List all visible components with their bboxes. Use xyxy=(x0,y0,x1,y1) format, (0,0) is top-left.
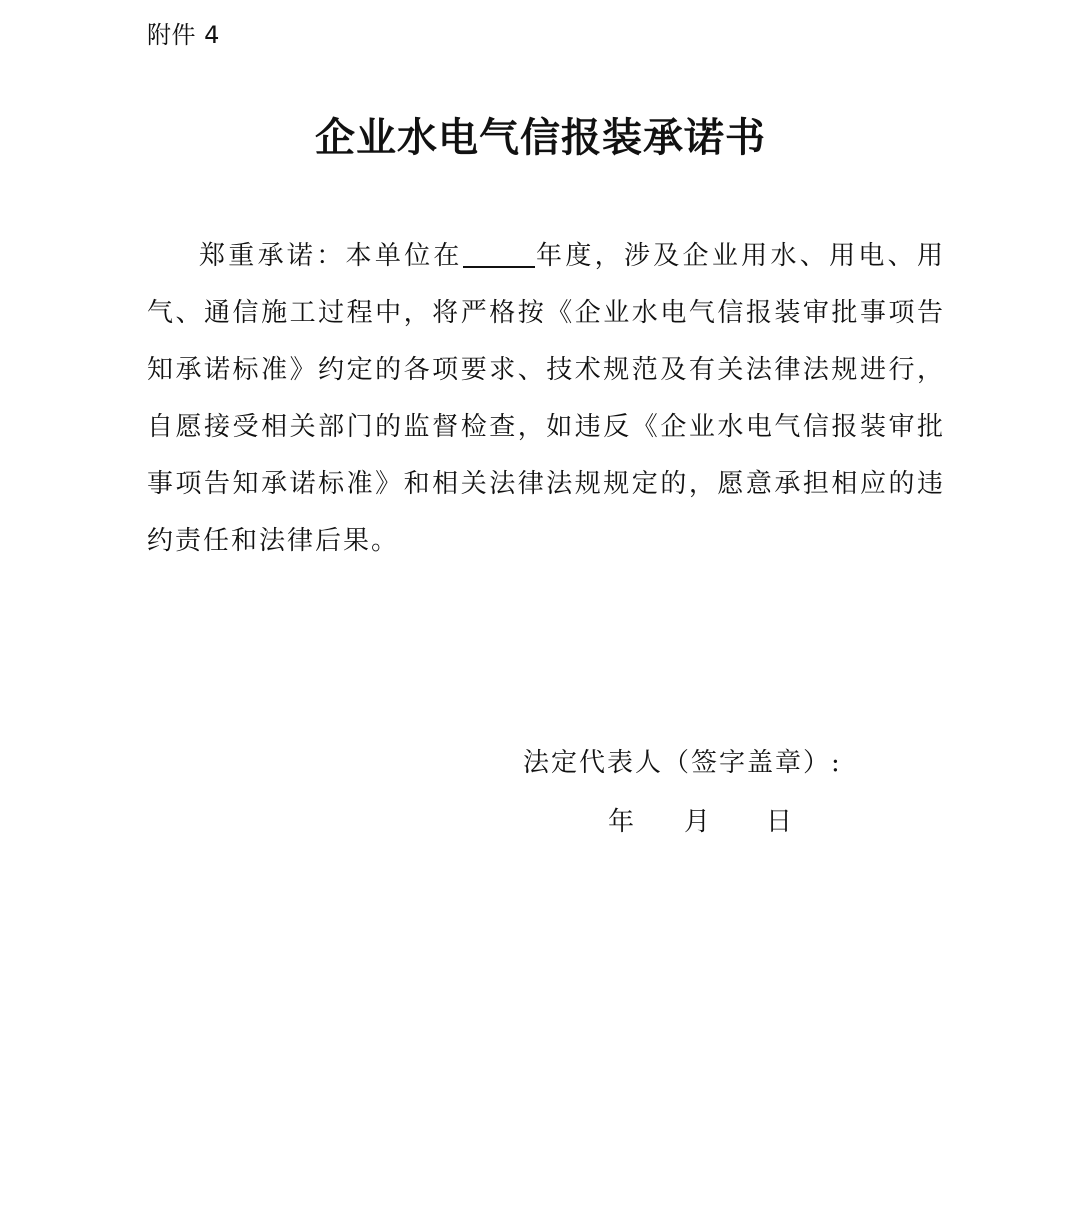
date-year-label: 年 xyxy=(608,807,635,837)
commitment-text-start: 郑重承诺：本单位在 xyxy=(199,241,463,271)
signature-label: 法定代表人（签字盖章）: xyxy=(523,748,842,778)
date-row xyxy=(608,802,792,842)
document-title: 企业水电气信报装承诺书 xyxy=(315,114,766,161)
year-blank-line xyxy=(463,236,535,268)
date-month-label: 月 xyxy=(684,807,711,837)
date-day-label: 日 xyxy=(766,807,793,837)
commitment-paragraph xyxy=(147,228,945,570)
commitment-text-rest: 年度，涉及企业用水、用电、用气、通信施工过程中，将严格按《企业水电气信报装审批事项告知承诺标准》约定的各项要求、技术规范及有关法律法规进行，自愿接受相关部门的监督检查，如违反《企业水电气信报装审批事项告知承诺标准》和相关法律法规规定的，愿意承担相应的违约责任和法律后果。 xyxy=(147,241,945,556)
attachment-label: 附件 4 xyxy=(147,21,220,49)
